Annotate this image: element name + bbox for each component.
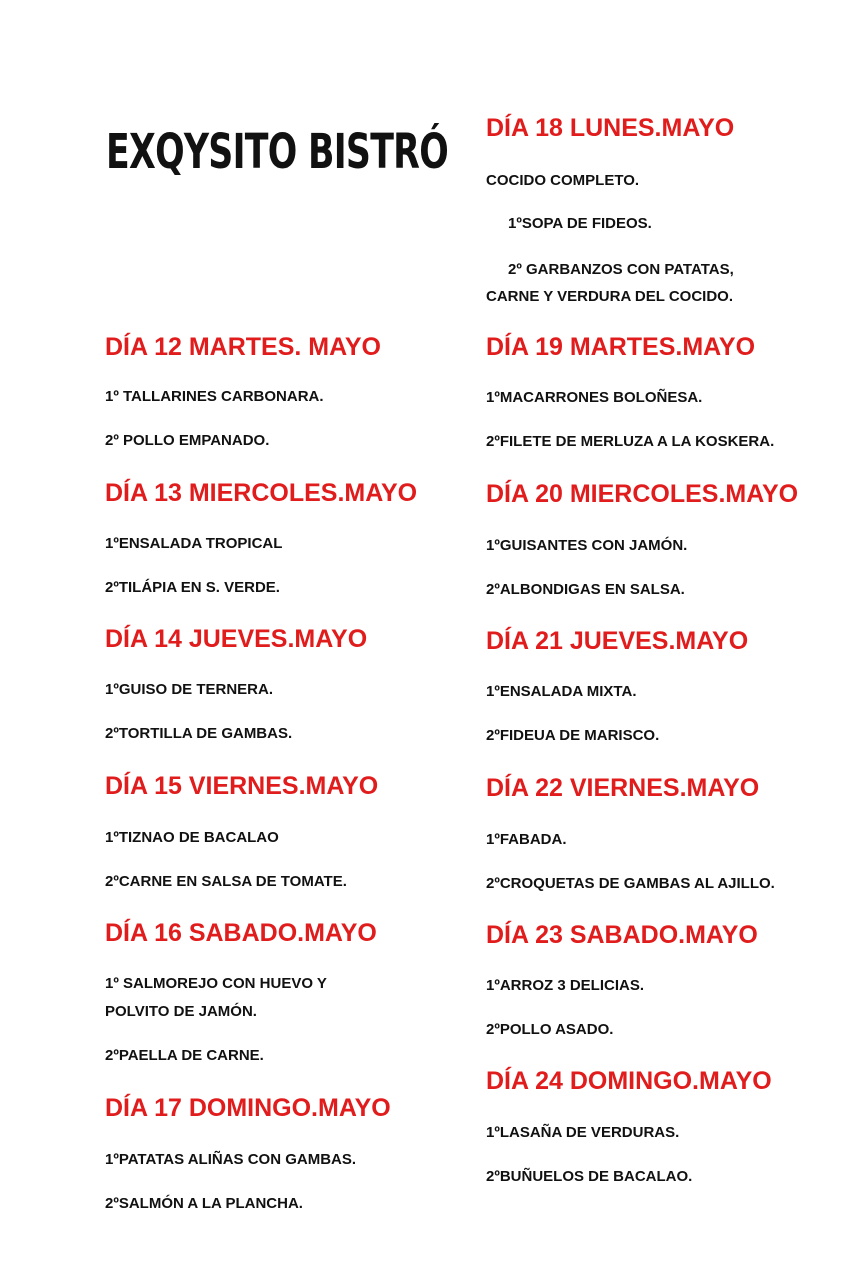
day-heading: DÍA 12 MARTES. MAYO (105, 333, 381, 361)
dish-item: 2ºSALMÓN A LA PLANCHA. (105, 1195, 303, 1212)
dish-item: 1ºGUISO DE TERNERA. (105, 681, 274, 698)
dish-item: 2ºCROQUETAS DE GAMBAS AL AJILLO. (486, 875, 775, 892)
dish-item: 2ºFIDEUA DE MARISCO. (486, 727, 660, 744)
dish-item: 2ºCARNE EN SALSA DE TOMATE. (105, 873, 347, 890)
dish-item: 1ºMACARRONES BOLOÑESA. (486, 389, 703, 406)
day-heading: DÍA 13 MIERCOLES.MAYO (105, 479, 418, 507)
logo-text: EXQYSITO BISTRÓ (106, 124, 579, 180)
dish-item: 2ºPOLLO ASADO. (486, 1021, 614, 1038)
dish-item: POLVITO DE JAMÓN. (105, 1003, 257, 1020)
day-heading: DÍA 17 DOMINGO.MAYO (105, 1094, 391, 1122)
dish-item: 2ºALBONDIGAS EN SALSA. (486, 581, 685, 598)
day-heading: DÍA 22 VIERNES.MAYO (486, 774, 760, 802)
dish-item: 1ºSOPA DE FIDEOS. (508, 215, 652, 232)
dish-item: 2ºPAELLA DE CARNE. (105, 1047, 264, 1064)
day-heading: DÍA 23 SABADO.MAYO (486, 921, 758, 949)
dish-item: 1ºGUISANTES CON JAMÓN. (486, 537, 688, 554)
restaurant-logo (104, 108, 579, 186)
dish-item: 2ºTORTILLA DE GAMBAS. (105, 725, 293, 742)
dish-item: CARNE Y VERDURA DEL COCIDO. (486, 288, 733, 305)
dish-item: 1ºLASAÑA DE VERDURAS. (486, 1124, 680, 1141)
dish-item: 1ºTIZNAO DE BACALAO (105, 829, 279, 846)
dish-item: 2ºFILETE DE MERLUZA A LA KOSKERA. (486, 433, 775, 450)
dish-item: 2ºBUÑUELOS DE BACALAO. (486, 1168, 693, 1185)
dish-item: 1ºENSALADA MIXTA. (486, 683, 637, 700)
day-heading: DÍA 14 JUEVES.MAYO (105, 625, 368, 653)
dish-item: COCIDO COMPLETO. (486, 172, 640, 189)
day-heading: DÍA 19 MARTES.MAYO (486, 333, 756, 361)
dish-item: 1º SALMOREJO CON HUEVO Y (105, 975, 327, 992)
day-heading: DÍA 18 LUNES.MAYO (486, 114, 735, 142)
dish-item: 1ºFABADA. (486, 831, 567, 848)
dish-item: 1ºENSALADA TROPICAL (105, 535, 283, 552)
dish-item: 1ºPATATAS ALIÑAS CON GAMBAS. (105, 1151, 357, 1168)
dish-item: 2ºTILÁPIA EN S. VERDE. (105, 579, 280, 596)
dish-item: 1º TALLARINES CARBONARA. (105, 388, 324, 405)
dish-item: 2º GARBANZOS CON PATATAS, (508, 261, 734, 278)
day-heading: DÍA 15 VIERNES.MAYO (105, 772, 379, 800)
day-heading: DÍA 21 JUEVES.MAYO (486, 627, 749, 655)
day-heading: DÍA 24 DOMINGO.MAYO (486, 1067, 772, 1095)
day-heading: DÍA 20 MIERCOLES.MAYO (486, 480, 799, 508)
day-heading: DÍA 16 SABADO.MAYO (105, 919, 377, 947)
dish-item: 1ºARROZ 3 DELICIAS. (486, 977, 644, 994)
dish-item: 2º POLLO EMPANADO. (105, 432, 270, 449)
